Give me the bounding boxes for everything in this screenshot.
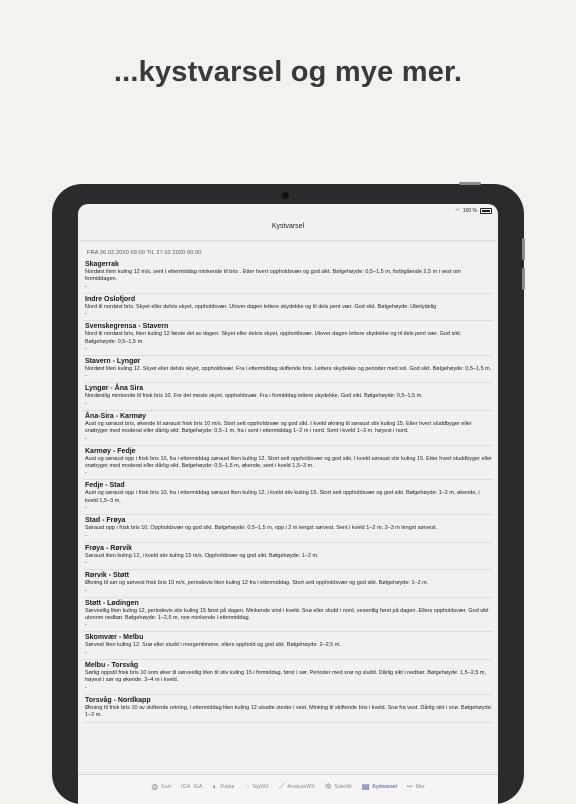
battery-icon [480,208,492,214]
tab-label: Mer [415,784,425,790]
more-icon: ••• [406,784,413,790]
area-name: Åna-Sira - Karmøy [85,412,147,420]
tab-label: Satellitt [334,784,352,790]
area-separator-dash: - [85,346,87,353]
top-button [459,182,481,185]
area-forecast-text: Nord til nordøst bris, liten kuling 12 første del av dagen. Skyet eller delvis skyet, oppholdsvær. Utover dagen lettere skydekke og til dels pent vær. God sikt. Bølgehøyde: 0,5–1,5 m. [85,331,462,345]
period-header: FRA 26.02.2020 09.00 TIL 27.02.2020 00.00 [87,250,202,256]
area-forecast-text: Økning til sør og sørvest frisk bris 10 m/s, periodevis liten kuling 12 fra i ettermiddag. Stort sett oppholdsvær og god sikt. Bølgehøyde: 1–2 m. [85,580,429,587]
tab-label: SigWX [252,784,269,790]
area-name: Svenskegrensa - Stavern [85,323,169,331]
tab-kart[interactable] [151,782,171,792]
forecast-area[interactable] [83,543,493,570]
forecast-area[interactable] [83,695,493,724]
area-separator-dash: - [85,400,87,407]
area-separator-dash: - [85,560,87,567]
area-forecast-text: Sørlig oppstil frisk bris 10 som øker til sørvestlig liten til stiv kuling 15 i formiddag, først i sør. Perioder med snø og sludd. Dårlig sikt i nedbør. Bølgehøyde: 1,5–2,5 m, høyest i sør og økende. 3–4 m i kveld. [85,669,487,684]
area-name: Skagerrak [85,261,119,268]
area-name: Karmøy - Fedje [85,447,136,455]
forecast-area[interactable] [83,480,493,515]
kystvarsel-icon: ▤ [361,782,370,791]
forecast-area[interactable] [83,570,493,597]
area-name: Fedje - Stad [85,482,125,490]
area-separator-dash: - [85,532,87,539]
volume-up-button [522,238,525,260]
forecast-area[interactable] [83,294,493,321]
tab-label: Radar [220,784,235,790]
area-forecast-text: Økning til frisk bris 10 av skiftende retning, i ettermiddag liten kuling 12 utsatte steder i vest. Minking til skiftende bris i kveld. Snø fra vest. Dårlig sikt i snø. Bølgehøyde: 1–2 m. [85,704,493,718]
area-forecast-text: Aust og søraust opp i frisk bris 10, fra i ettermiddag søraust liten kuling 12, i kveld stiv kuling 15. Stort sett oppholdsvær og god sikt. Bølgehøyde: 1–2 m, økende, i kveld 1,5–3 m. [85,490,480,504]
area-separator-dash: - [85,649,87,656]
areas-container [83,259,493,723]
area-separator-dash: - [85,587,87,594]
tab-bar [78,774,498,804]
satellite-icon: ✲ [324,782,332,791]
area-name: Torsvåg - Nordkapp [85,696,151,704]
volume-down-button [522,268,525,290]
forecast-area[interactable] [83,446,493,481]
area-forecast-text: Sørvest liten kuling 12. Snø eller sludd i morgentimene, ellers opphold og god sikt. Bølgehøyde: 2–2,5 m. [85,642,341,649]
area-forecast-text: Nord til nordøst bris. Skyet eller delvis skyet, oppholdsvær. Utover dagen lettere skydekke og til dels pent vær. God sikt. Bølgehøyde: Ubetydelig [85,303,437,310]
area-separator-dash: - [85,684,87,691]
area-name: Melbu - Torsvåg [85,661,139,669]
area-separator-dash: - [85,505,87,512]
area-forecast-text: Aust og søraust opp i frisk bris 10, fra i ettermiddag søraust liten kuling 12. Stort sett oppholdsvær og god sikt. I kveld søraust stiv kuling 15. Etter hvert sluddbyger eller snøbyger med moderat eller dårlig sikt. Bølgehøyde: 0,5–1,5 m, økende, sent i kveld 1,5–3 m. [85,455,492,470]
tab-iga[interactable] [181,782,203,792]
forecast-area[interactable] [83,632,493,659]
area-forecast-text: Nordøst liten kuling 12. Skyet eller delvis skyet, oppholdsvær. Fra i ettermiddag skiftende bris. Lettere skydekke og perioder med sol. God sikt. Bølgehøyde: 0,5–1,5 m. [85,366,492,373]
nav-title: Kystvarsel [271,223,305,230]
area-separator-dash: - [85,622,87,629]
tab-label: IGA [193,784,203,790]
area-forecast-text: Søraust liten kuling 12, i kveld stiv kuling 15 m/s. Oppholdsvær og god sikt. Bølgehøyde: 1–2 m. [85,552,319,559]
area-name: Indre Oslofjord [85,295,136,303]
forecast-area[interactable] [83,259,493,294]
forecast-area[interactable] [83,515,493,542]
area-forecast-text: Aust og søraust bris, økende til søraust frisk bris 10 m/s. Stort sett oppholdsvær og god sikt. I kveld økning til søraust stiv kuling 15. Etter hvert sluddbyger eller snøbyger med moderat eller dårlig sikt. Bølgehøyde: 0,5–1 m, fra i sent i ettermiddag 1–2 m i nord. Sent i kveld 1–3 m, høyest i nord. [85,420,472,435]
tab-label: Kystvarsel [372,784,397,790]
forecast-area[interactable] [83,598,493,633]
screen [78,204,498,804]
area-name: Skomvær - Melbu [85,634,144,642]
area-name: Stad - Frøya [85,517,126,525]
area-forecast-text: Nordøstlig minkende til frisk bris 10. For det meste skyet, oppholdsvær. Fra i formiddag lettere skydekke. God sikt. Bølgehøyde: 0,5–1,5 m. [85,393,423,400]
analysewx-icon: ⟋ [278,782,285,791]
forecast-area[interactable] [83,411,493,446]
nav-bar [78,216,498,241]
forecast-area[interactable] [83,356,493,383]
forecast-area[interactable] [83,660,493,695]
front-camera [282,192,289,199]
tab-label: Kart [161,784,171,790]
area-name: Rørvik - Støtt [85,572,129,580]
forecast-list[interactable] [78,241,498,774]
area-forecast-text: Nordøst liten kuling 12 m/s, sent i ettermiddag minkende til bris . Etter hvert oppholdsvær og god sikt. Bølgehøyde: 0,5–1,5 m, forbigående 2,5 m i vest om formiddagen. [85,269,461,283]
headline: ...kystvarsel og mye mer. [113,56,463,88]
forecast-area[interactable] [83,383,493,410]
area-separator-dash: - [85,283,87,290]
tab-mer[interactable] [407,782,425,792]
area-separator-dash: - [85,435,87,442]
tab-label: AnalyseWX [287,784,315,790]
area-forecast-text: Sørvestlig liten kuling 12, periodevis stiv kuling 15 først på dagen. Minkende vind i kveld. Snø eller sludd i nord, vesentlig først på dagen. Ellers oppholdsvær. God sikt utenom nedbør. Bølgehøyde: 1–2,5 m, noe minkende i ettermiddag. [85,607,489,621]
tab-radar[interactable] [213,782,235,792]
forecast-area[interactable] [83,321,493,356]
tab-analysewx[interactable] [279,782,315,792]
wifi-icon: ◠ [455,208,460,214]
area-forecast-text: Søraust opp i frisk bris 10. Oppholdsvær og god sikt. Bølgehøyde: 0,5–1,5 m, opp i 2 m lengst sørvest. Sent i kveld 1–2 m, 2–3 m lengst sørvest. [85,525,438,532]
status-bar [78,204,498,216]
area-separator-dash: - [85,373,87,380]
tab-sigwx[interactable] [245,782,269,792]
radar-icon: ◐ [212,782,218,791]
area-name: Frøya - Rørvik [85,544,133,552]
area-name: Stavern - Lyngør [85,358,141,366]
area-separator-dash: - [85,311,87,318]
sigwx-icon: ◌ [244,782,250,791]
globe-icon: ◍ [151,782,159,791]
area-separator-dash: - [85,470,87,477]
area-name: Lyngør - Åna Sira [85,385,144,393]
area-name: Støtt - Lødingen [85,599,139,607]
tab-satellitt[interactable] [325,782,352,792]
tab-kystvarsel[interactable] [362,782,397,792]
iga-icon: IGA [180,784,191,790]
battery-label: 100 % [462,208,477,214]
